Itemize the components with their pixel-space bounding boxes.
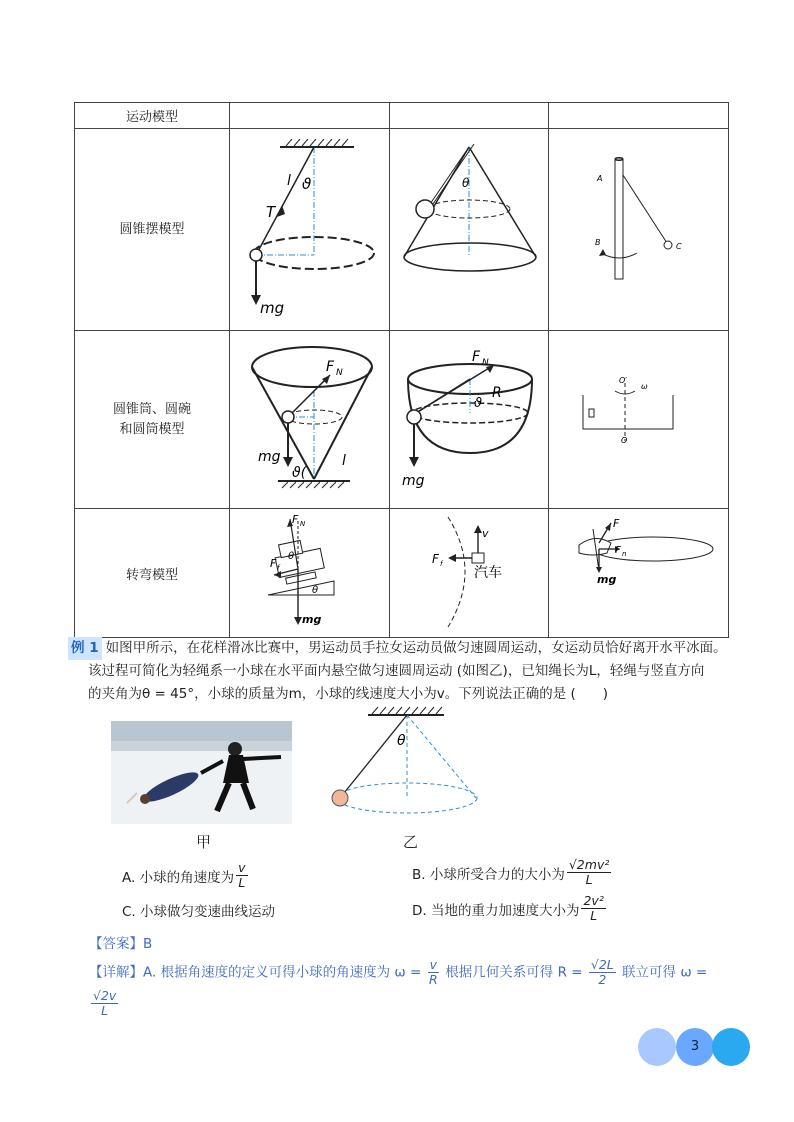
header-cell: 运动模型 [75,103,230,129]
label-FN: F [292,513,299,526]
label-Ff-sub: f [277,564,280,572]
conical-pendulum-figure [230,129,390,331]
label-Ff-sub: f [440,560,443,568]
example-line-3: 的夹角为θ = 45°，小球的质量为m，小球的线速度大小为v。下列说法正确的是 ( ) [88,686,609,702]
label-Ff: F [432,552,439,566]
label-l: l [287,173,291,189]
label-mg: mg [260,299,285,317]
label-Fn-sub: n [622,550,627,558]
option-a-fraction: $\frac{v}{L}$ [238,860,246,890]
label-O: O [621,436,628,445]
label-theta: ϑ [302,175,312,193]
label-mg: mg [302,613,322,626]
detail-mid: 根据几何关系可得 R = [445,964,583,981]
label-FN-sub: N [336,368,343,378]
label-A: A [597,174,603,183]
bowl-figure [390,331,549,509]
detail-fraction-2: $\frac{√2L}{2}$ [590,957,614,987]
label-R: R [492,385,502,401]
banked-car-figure [230,509,390,638]
label-FN: F [326,359,335,375]
cone-funnel-figure [230,331,390,509]
label-theta-lower: θ [312,585,319,596]
cone-pendulum-figure [390,129,549,331]
label-theta: θ [462,176,470,190]
airplane-turn-figure [549,509,729,638]
option-b-fraction: $\frac{\text{√2mv²}}{L}$ [568,857,610,887]
label-theta: θ [397,733,406,749]
example-problem [68,637,740,706]
detail-explanation [89,958,719,1018]
label-v: v [482,527,489,540]
label-C: C [676,242,682,251]
page-number: 3 [690,1039,700,1054]
caption-b: 乙 [403,833,419,851]
example-tag: 例 1 [68,637,102,660]
label-O1: O′ [619,376,628,385]
skating-photo [111,721,292,824]
label-mg: mg [258,449,281,465]
answer: 【答案】B [89,936,153,952]
option-a[interactable] [122,861,250,890]
option-a-text: A. 小球的角速度为 [122,869,235,886]
header-cell [230,103,390,129]
row-label-conical-pendulum: 圆锥摆模型 [75,129,230,331]
page-decor-circle-left [638,1028,676,1066]
pendulum-figure-b [320,703,500,827]
option-c[interactable] [122,900,275,920]
detail-fraction-3: $\frac{√2v}{L}$ [93,988,117,1018]
detail-fraction-1: $\frac{v}{R}$ [428,957,438,987]
label-FN-sub: N [482,358,489,368]
example-line-2: 该过程可简化为轻绳系一小球在水平面内悬空做匀速圆周运动 (如图乙)，已知绳长为L，轻绳与竖直方向 [88,663,705,679]
label-FN: F [472,349,481,365]
example-line-1: 如图甲所示，在花样滑冰比赛中，男运动员手拉女运动员做匀速圆周运动，女运动员恰好离开水平冰面。 [105,640,727,656]
header-cell [390,103,549,129]
label-F: F [613,517,620,530]
detail-post: 联立可得 ω = [622,964,708,981]
label-Ff: F [270,557,277,570]
label-theta-upper: θ [288,551,295,562]
option-b[interactable] [412,858,613,887]
option-c-text: C. 小球做匀变速曲线运动 [122,904,276,920]
detail-pre: 【详解】A. 根据角速度的定义可得小球的角速度为 ω = [89,964,422,981]
label-omega: ω [641,382,648,391]
label-T: T [266,203,276,221]
label-car: 汽车 [474,565,502,581]
row-label-cone-bowl-cylinder: 圆锥筒、圆碗 和圆筒模型 [75,331,230,509]
row-label-turning: 转弯模型 [75,509,230,638]
option-b-text: B. 小球所受合力的大小为 [412,866,565,883]
label-theta: ϑ( [292,465,307,481]
label-mg: mg [597,573,617,586]
label-FN-sub: N [300,520,306,528]
label-Fn: F [615,545,621,556]
label-B: B [595,238,601,247]
model-table [74,102,729,638]
option-d-text: D. 当地的重力加速度大小为 [412,902,580,919]
option-d-fraction: $\frac{\text{2v²}}{L}$ [583,893,604,923]
page-decor-circle-right [712,1028,750,1066]
car-turn-figure [390,509,549,638]
label-l: l [342,453,346,469]
label-mg: mg [402,473,425,489]
option-d[interactable] [412,894,608,923]
caption-a: 甲 [196,833,212,851]
label-theta: ϑ [474,396,483,411]
cylinder-figure [549,331,729,509]
pole-pendulum-figure [549,129,729,331]
header-cell [549,103,729,129]
